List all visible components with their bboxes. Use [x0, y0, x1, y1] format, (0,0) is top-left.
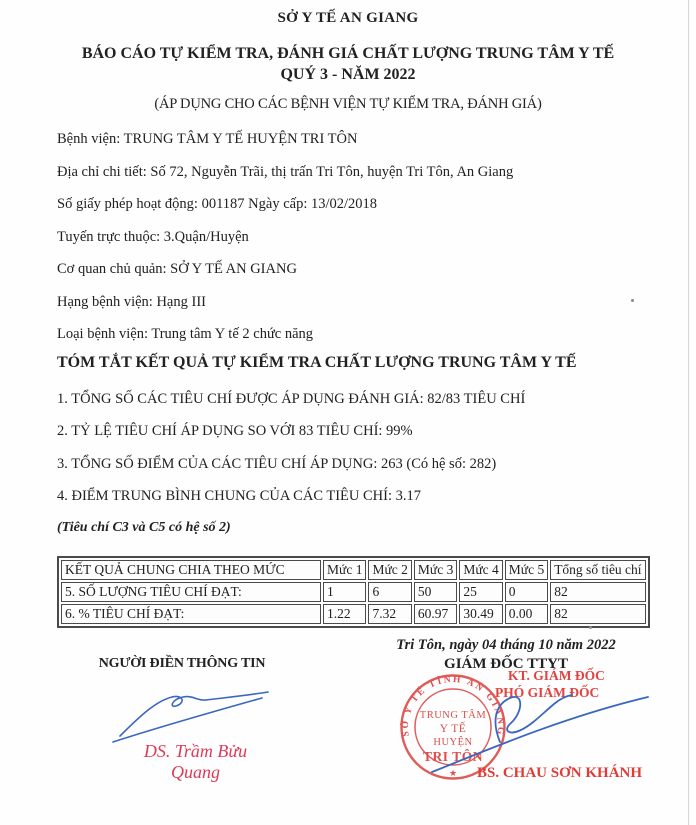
table-cell: 60.97 — [414, 604, 457, 624]
stamp-line-4: TRI TÔN — [423, 749, 483, 764]
table-cell: 7.32 — [368, 604, 411, 624]
stamp-star-icon: ★ — [448, 768, 458, 778]
scan-speck — [589, 626, 592, 629]
filler-name: DS. Trầm Bửu Quang — [143, 741, 248, 782]
table-header-cell: Mức 1 — [323, 560, 366, 580]
kt-director-line: KT. GIÁM ĐỐC — [508, 668, 605, 683]
report-title-line1: BÁO CÁO TỰ KIỂM TRA, ĐÁNH GIÁ CHẤT LƯỢNG TRUNG TÂM Y TẾ — [81, 45, 615, 62]
stamp-ring-text: SỞ Y TẾ TỈNH AN GIANG — [400, 674, 506, 738]
table-cell: 6. % TIÊU CHÍ ĐẠT: — [61, 604, 321, 624]
stamp-line-2: Y TẾ — [439, 723, 467, 735]
info-line-authority: Cơ quan chủ quản: SỞ Y TẾ AN GIANG — [57, 261, 297, 277]
table-cell: 30.49 — [459, 604, 502, 624]
table-header-cell: Mức 3 — [414, 560, 457, 580]
summary-heading: TÓM TẮT KẾT QUẢ TỰ KIỂM TRA CHẤT LƯỢNG TRUNG TÂM Y TẾ — [57, 354, 577, 371]
info-line-rank: Hạng bệnh viện: Hạng III — [57, 294, 206, 310]
page-edge-line — [688, 0, 689, 825]
table-header-cell: Mức 5 — [505, 560, 548, 580]
info-line-hospital: Bệnh viện: TRUNG TÂM Y TẾ HUYỆN TRI TÔN — [57, 131, 358, 147]
table-cell: 5. SỐ LƯỢNG TIÊU CHÍ ĐẠT: — [61, 582, 321, 602]
results-table — [57, 556, 650, 628]
info-line-tier: Tuyến trực thuộc: 3.Quận/Huyện — [57, 229, 249, 245]
table-cell: 1.22 — [323, 604, 366, 624]
table-row — [61, 582, 646, 602]
table-header-cell: KẾT QUẢ CHUNG CHIA THEO MỨC — [61, 560, 321, 580]
report-title-line2: QUÝ 3 - NĂM 2022 — [280, 66, 416, 83]
table-cell: 1 — [323, 582, 366, 602]
stamp-line-1: TRUNG TÂM — [419, 710, 487, 721]
table-cell: 82 — [550, 582, 645, 602]
table-header-cell: Mức 4 — [459, 560, 502, 580]
table-cell: 82 — [550, 604, 645, 624]
stamp-line-3: HUYỆN — [433, 737, 473, 748]
filler-title: NGƯỜI ĐIỀN THÔNG TIN — [98, 656, 266, 671]
director-name: BS. CHAU SƠN KHÁNH — [477, 765, 643, 781]
scan-speck — [631, 299, 634, 302]
signature-left — [105, 688, 275, 746]
date-line: Tri Tôn, ngày 04 tháng 10 năm 2022 — [396, 637, 616, 653]
info-line-license: Số giấy phép hoạt động: 001187 Ngày cấp: 13/02/2018 — [57, 196, 378, 212]
table-cell: 0 — [505, 582, 548, 602]
table-cell: 50 — [414, 582, 457, 602]
table-cell: 25 — [459, 582, 502, 602]
coefficient-note: (Tiêu chí C3 và C5 có hệ số 2) — [57, 520, 231, 535]
org-name: SỞ Y TẾ AN GIANG — [277, 10, 419, 26]
table-cell: 0.00 — [505, 604, 548, 624]
info-line-address: Địa chỉ chi tiết: Số 72, Nguyễn Trãi, thị trấn Tri Tôn, huyện Tri Tôn, An Giang — [57, 164, 514, 180]
director-title: GIÁM ĐỐC TTYT — [444, 656, 568, 672]
summary-item-4: 4. ĐIỂM TRUNG BÌNH CHUNG CỦA CÁC TIÊU CHÍ: 3.17 — [57, 488, 421, 504]
summary-item-1: 1. TỔNG SỐ CÁC TIÊU CHÍ ĐƯỢC ÁP DỤNG ĐÁNH GIÁ: 82/83 TIÊU CHÍ — [57, 391, 526, 407]
summary-item-2: 2. TỶ LỆ TIÊU CHÍ ÁP DỤNG SO VỚI 83 TIÊU CHÍ: 99% — [57, 423, 413, 439]
deputy-director-line: PHÓ GIÁM ĐỐC — [495, 685, 600, 700]
summary-item-3: 3. TỔNG SỐ ĐIỂM CỦA CÁC TIÊU CHÍ ÁP DỤNG: 263 (Có hệ số: 282) — [57, 456, 497, 472]
table-row — [61, 604, 646, 624]
table-header-cell: Mức 2 — [368, 560, 411, 580]
table-header-row — [61, 560, 646, 580]
report-subtitle: (ÁP DỤNG CHO CÁC BỆNH VIỆN TỰ KIỂM TRA, ĐÁNH GIÁ) — [154, 96, 542, 112]
table-cell: 6 — [368, 582, 411, 602]
table-header-cell: Tổng số tiêu chí — [550, 560, 645, 580]
info-line-type: Loại bệnh viện: Trung tâm Y tế 2 chức năng — [57, 326, 314, 342]
results-table-wrap — [57, 556, 650, 628]
